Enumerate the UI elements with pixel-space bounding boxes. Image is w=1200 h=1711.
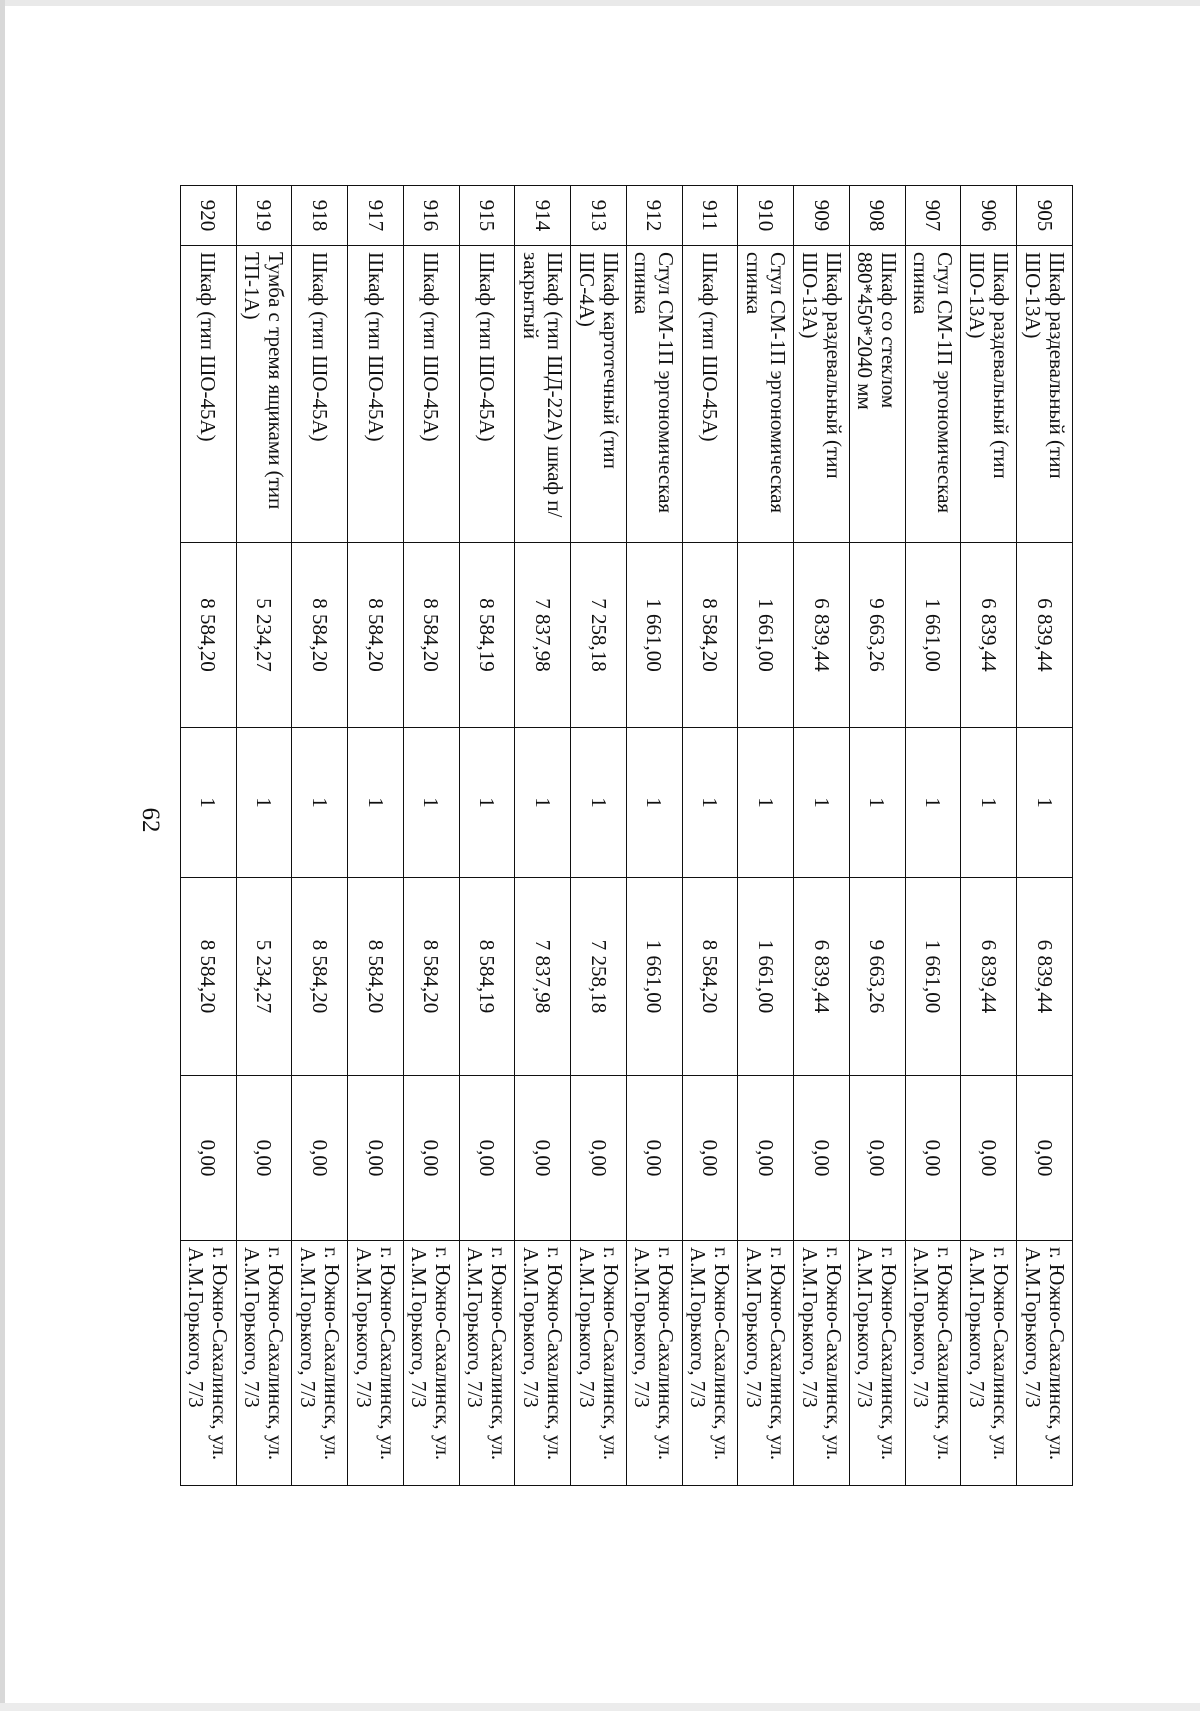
item-name-cell: Шкаф раздевальный (тип ШО-13А) <box>794 246 850 543</box>
total-cost-cell: 8 584,20 <box>404 878 460 1076</box>
total-cost-cell: 1 661,00 <box>738 878 794 1076</box>
inventory-table <box>180 185 1073 1486</box>
unit-price-cell: 7 837,98 <box>515 543 571 728</box>
unit-price-cell: 8 584,20 <box>682 543 738 728</box>
residual-value-cell: 0,00 <box>905 1076 961 1241</box>
table-row <box>292 186 348 1486</box>
row-number-cell: 917 <box>348 186 404 246</box>
table-row <box>404 186 460 1486</box>
total-cost-cell: 8 584,20 <box>682 878 738 1076</box>
residual-value-cell: 0,00 <box>794 1076 850 1241</box>
row-number-cell: 916 <box>404 186 460 246</box>
residual-value-cell: 0,00 <box>404 1076 460 1241</box>
location-address-cell: г. Южно-Сахалинск, ул. А.М.Горького, 7/3 <box>905 1241 961 1486</box>
total-cost-cell: 8 584,19 <box>459 878 515 1076</box>
quantity-cell: 1 <box>905 728 961 878</box>
residual-value-cell: 0,00 <box>459 1076 515 1241</box>
location-address-cell: г. Южно-Сахалинск, ул. А.М.Горького, 7/3 <box>236 1241 292 1486</box>
table-row <box>571 186 627 1486</box>
location-address-cell: г. Южно-Сахалинск, ул. А.М.Горького, 7/3 <box>181 1241 237 1486</box>
residual-value-cell: 0,00 <box>850 1076 906 1241</box>
residual-value-cell: 0,00 <box>571 1076 627 1241</box>
unit-price-cell: 8 584,20 <box>404 543 460 728</box>
total-cost-cell: 5 234,27 <box>236 878 292 1076</box>
quantity-cell: 1 <box>850 728 906 878</box>
total-cost-cell: 1 661,00 <box>905 878 961 1076</box>
location-address-cell: г. Южно-Сахалинск, ул. А.М.Горького, 7/3 <box>794 1241 850 1486</box>
quantity-cell: 1 <box>961 728 1017 878</box>
location-address-cell: г. Южно-Сахалинск, ул. А.М.Горького, 7/3 <box>627 1241 683 1486</box>
quantity-cell: 1 <box>1017 728 1073 878</box>
row-number-cell: 920 <box>181 186 237 246</box>
item-name-cell: Шкаф картотечный (тип ШС-4А) <box>571 246 627 543</box>
unit-price-cell: 9 663,26 <box>850 543 906 728</box>
residual-value-cell: 0,00 <box>348 1076 404 1241</box>
quantity-cell: 1 <box>571 728 627 878</box>
unit-price-cell: 1 661,00 <box>627 543 683 728</box>
table-row <box>905 186 961 1486</box>
rotated-table-container <box>180 185 1073 1485</box>
item-name-cell: Шкаф (тип ШО-45А) <box>404 246 460 543</box>
table-row <box>236 186 292 1486</box>
residual-value-cell: 0,00 <box>292 1076 348 1241</box>
location-address-cell: г. Южно-Сахалинск, ул. А.М.Горького, 7/3 <box>961 1241 1017 1486</box>
item-name-cell: Шкаф раздевальный (тип ШО-13А) <box>1017 246 1073 543</box>
location-address-cell: г. Южно-Сахалинск, ул. А.М.Горького, 7/3 <box>292 1241 348 1486</box>
row-number-cell: 918 <box>292 186 348 246</box>
total-cost-cell: 8 584,20 <box>348 878 404 1076</box>
unit-price-cell: 8 584,20 <box>292 543 348 728</box>
row-number-cell: 908 <box>850 186 906 246</box>
row-number-cell: 906 <box>961 186 1017 246</box>
quantity-cell: 1 <box>348 728 404 878</box>
row-number-cell: 907 <box>905 186 961 246</box>
total-cost-cell: 8 584,20 <box>292 878 348 1076</box>
item-name-cell: Шкаф (тип ШО-45А) <box>459 246 515 543</box>
unit-price-cell: 8 584,20 <box>181 543 237 728</box>
item-name-cell: Шкаф (тип ШД-22А) шкаф п/закрытый <box>515 246 571 543</box>
unit-price-cell: 1 661,00 <box>905 543 961 728</box>
residual-value-cell: 0,00 <box>515 1076 571 1241</box>
quantity-cell: 1 <box>682 728 738 878</box>
total-cost-cell: 9 663,26 <box>850 878 906 1076</box>
table-row <box>515 186 571 1486</box>
table-body <box>181 186 1073 1486</box>
quantity-cell: 1 <box>404 728 460 878</box>
residual-value-cell: 0,00 <box>236 1076 292 1241</box>
residual-value-cell: 0,00 <box>961 1076 1017 1241</box>
row-number-cell: 912 <box>627 186 683 246</box>
row-number-cell: 909 <box>794 186 850 246</box>
residual-value-cell: 0,00 <box>627 1076 683 1241</box>
unit-price-cell: 6 839,44 <box>1017 543 1073 728</box>
unit-price-cell: 8 584,20 <box>348 543 404 728</box>
location-address-cell: г. Южно-Сахалинск, ул. А.М.Горького, 7/3 <box>1017 1241 1073 1486</box>
location-address-cell: г. Южно-Сахалинск, ул. А.М.Горького, 7/3 <box>738 1241 794 1486</box>
page-number: 62 <box>137 807 164 833</box>
table-row <box>682 186 738 1486</box>
location-address-cell: г. Южно-Сахалинск, ул. А.М.Горького, 7/3 <box>348 1241 404 1486</box>
quantity-cell: 1 <box>515 728 571 878</box>
row-number-cell: 913 <box>571 186 627 246</box>
scan-edge-top <box>0 0 1200 6</box>
total-cost-cell: 7 837,98 <box>515 878 571 1076</box>
row-number-cell: 905 <box>1017 186 1073 246</box>
location-address-cell: г. Южно-Сахалинск, ул. А.М.Горького, 7/3 <box>459 1241 515 1486</box>
residual-value-cell: 0,00 <box>181 1076 237 1241</box>
total-cost-cell: 8 584,20 <box>181 878 237 1076</box>
total-cost-cell: 6 839,44 <box>794 878 850 1076</box>
scan-edge-bottom <box>0 1703 1200 1711</box>
quantity-cell: 1 <box>236 728 292 878</box>
item-name-cell: Стул СМ-1П эргономическая спинка <box>738 246 794 543</box>
residual-value-cell: 0,00 <box>682 1076 738 1241</box>
location-address-cell: г. Южно-Сахалинск, ул. А.М.Горького, 7/3 <box>404 1241 460 1486</box>
location-address-cell: г. Южно-Сахалинск, ул. А.М.Горького, 7/3 <box>571 1241 627 1486</box>
location-address-cell: г. Южно-Сахалинск, ул. А.М.Горького, 7/3 <box>515 1241 571 1486</box>
item-name-cell: Шкаф (тип ШО-45А) <box>682 246 738 543</box>
quantity-cell: 1 <box>794 728 850 878</box>
table-row <box>794 186 850 1486</box>
location-address-cell: г. Южно-Сахалинск, ул. А.М.Горького, 7/3 <box>682 1241 738 1486</box>
item-name-cell: Стул СМ-1П эргономическая спинка <box>627 246 683 543</box>
unit-price-cell: 8 584,19 <box>459 543 515 728</box>
total-cost-cell: 7 258,18 <box>571 878 627 1076</box>
row-number-cell: 911 <box>682 186 738 246</box>
table-row <box>961 186 1017 1486</box>
quantity-cell: 1 <box>627 728 683 878</box>
total-cost-cell: 1 661,00 <box>627 878 683 1076</box>
residual-value-cell: 0,00 <box>738 1076 794 1241</box>
item-name-cell: Шкаф раздевальный (тип ШО-13А) <box>961 246 1017 543</box>
table-row <box>459 186 515 1486</box>
row-number-cell: 910 <box>738 186 794 246</box>
row-number-cell: 919 <box>236 186 292 246</box>
row-number-cell: 915 <box>459 186 515 246</box>
scan-edge-left <box>0 0 5 1711</box>
table-row <box>850 186 906 1486</box>
location-address-cell: г. Южно-Сахалинск, ул. А.М.Горького, 7/3 <box>850 1241 906 1486</box>
item-name-cell: Шкаф (тип ШО-45А) <box>181 246 237 543</box>
item-name-cell: Шкаф (тип ШО-45А) <box>292 246 348 543</box>
item-name-cell: Стул СМ-1П эргономическая спинка <box>905 246 961 543</box>
table-row <box>1017 186 1073 1486</box>
quantity-cell: 1 <box>181 728 237 878</box>
table-row <box>738 186 794 1486</box>
unit-price-cell: 6 839,44 <box>794 543 850 728</box>
table-row <box>348 186 404 1486</box>
total-cost-cell: 6 839,44 <box>961 878 1017 1076</box>
unit-price-cell: 7 258,18 <box>571 543 627 728</box>
unit-price-cell: 1 661,00 <box>738 543 794 728</box>
total-cost-cell: 6 839,44 <box>1017 878 1073 1076</box>
table-row <box>627 186 683 1486</box>
item-name-cell: Шкаф (тип ШО-45А) <box>348 246 404 543</box>
row-number-cell: 914 <box>515 186 571 246</box>
item-name-cell: Тумба с тремя ящиками (тип ТП-1А) <box>236 246 292 543</box>
residual-value-cell: 0,00 <box>1017 1076 1073 1241</box>
unit-price-cell: 6 839,44 <box>961 543 1017 728</box>
item-name-cell: Шкаф со стеклом 880*450*2040 мм <box>850 246 906 543</box>
quantity-cell: 1 <box>459 728 515 878</box>
table-row <box>181 186 237 1486</box>
quantity-cell: 1 <box>292 728 348 878</box>
quantity-cell: 1 <box>738 728 794 878</box>
unit-price-cell: 5 234,27 <box>236 543 292 728</box>
